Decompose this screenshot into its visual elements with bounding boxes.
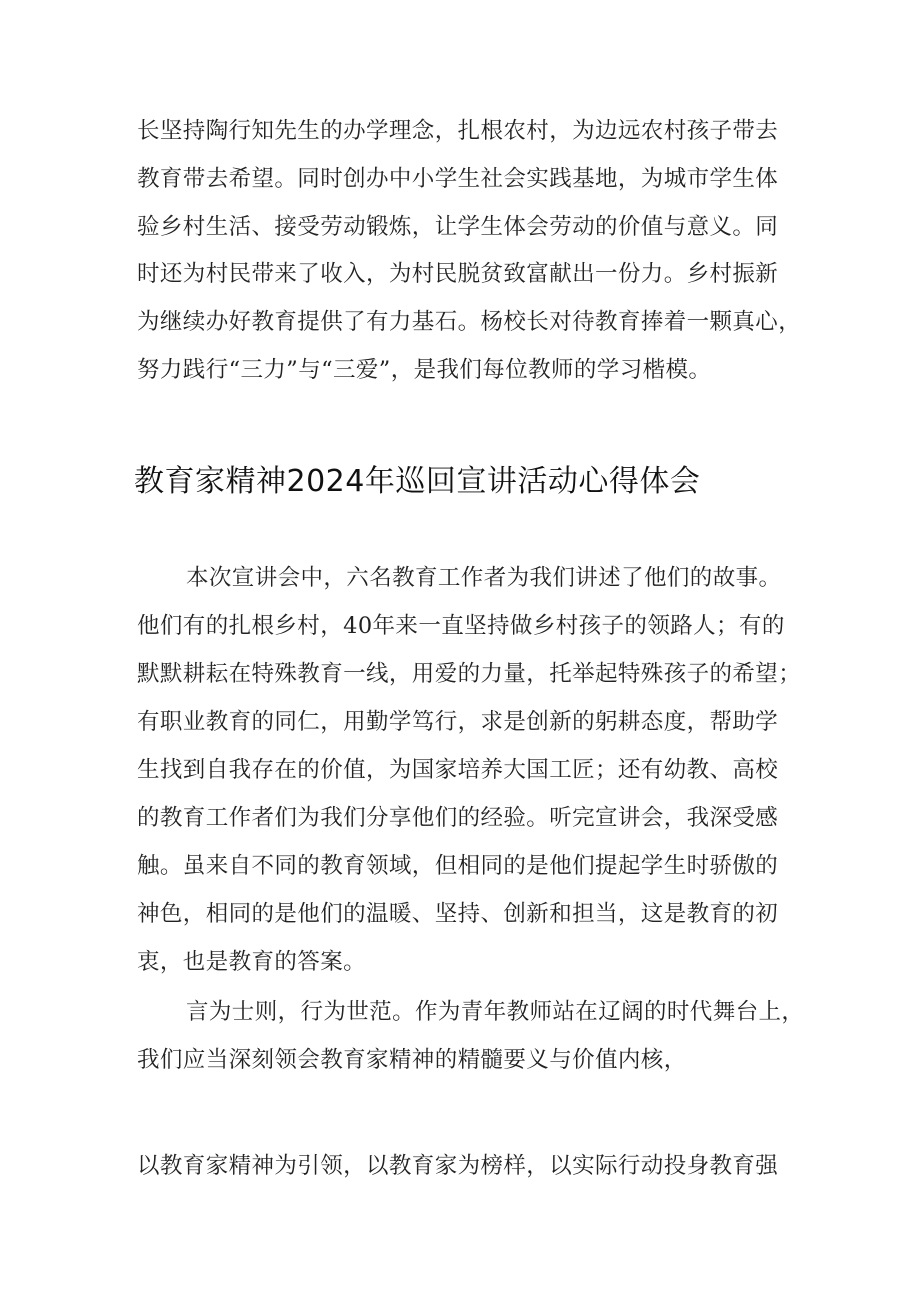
paragraph-line: 他们有的扎根乡村，40年来一直坚持做乡村孩子的领路人；有的 [137, 613, 785, 639]
paragraph-line: 神色，相同的是他们的温暖、坚持、创新和担当，这是教育的初 [137, 901, 779, 927]
intro-line: 长坚持陶行知先生的办学理念，扎根农村，为边远农村孩子带去 [137, 118, 779, 144]
paragraph-line: 本次宣讲会中，六名教育工作者为我们讲述了他们的故事。 [186, 565, 782, 591]
intro-line: 教育带去希望。同时创办中小学生社会实践基地，为城市学生体 [137, 166, 779, 192]
intro-line: 时还为村民带来了收入，为村民脱贫致富献出一份力。乡村振新 [137, 261, 779, 287]
article-title: 教育家精神2024年巡回宣讲活动心得体会 [134, 464, 701, 499]
paragraph-line: 衷，也是教育的答案。 [137, 949, 367, 975]
intro-line: 验乡村生活、接受劳动锻炼，让学生体会劳动的价值与意义。同 [137, 214, 779, 240]
intro-line: 努力践行“三力”与“三爱”，是我们每位教师的学习楷模。 [137, 357, 712, 383]
paragraph-line: 我们应当深刻领会教育家精神的精髓要义与价值内核， [137, 1047, 687, 1073]
intro-line: 为继续办好教育提供了有力基石。杨校长对待教育捧着一颗真心， [137, 309, 802, 335]
paragraph-line: 触。虽来自不同的教育领域，但相同的是他们提起学生时骄傲的 [137, 853, 779, 879]
paragraph-line: 的教育工作者们为我们分享他们的经验。听完宣讲会，我深受感 [137, 805, 779, 831]
paragraph-line: 有职业教育的同仁，用勤学笃行，求是创新的躬耕态度，帮助学 [137, 709, 779, 735]
paragraph-line: 生找到自我存在的价值，为国家培养大国工匠；还有幼教、高校 [137, 757, 779, 783]
paragraph-line: 默默耕耘在特殊教育一线，用爱的力量，托举起特殊孩子的希望； [137, 661, 802, 687]
paragraph-line: 言为士则，行为世范。作为青年教师站在辽阔的时代舞台上， [186, 999, 805, 1025]
paragraph-line: 以教育家精神为引领，以教育家为榜样，以实际行动投身教育强 [137, 1153, 779, 1179]
